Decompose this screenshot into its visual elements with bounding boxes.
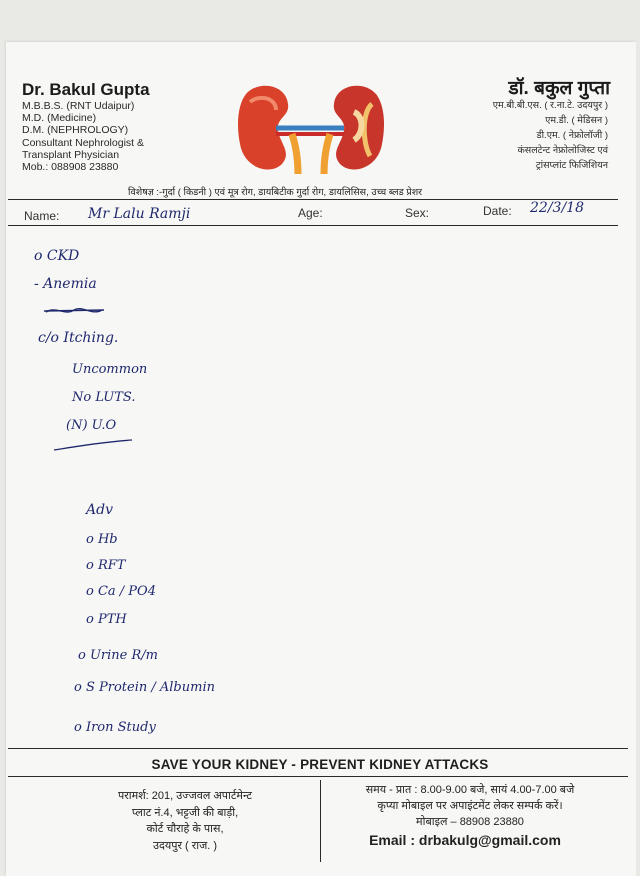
sex-label: Sex: [405,206,430,220]
credential-line-hindi: एम.बी.बी.एस. ( र.ना.टे. उदयपुर ) [492,100,608,111]
address-line: प्लाट नं.4, भट्टजी की बाड़ी, [131,806,239,819]
advice-item: o Urine R/m [78,648,158,663]
advice-item: o Ca / PO4 [86,584,156,599]
kidney-illustration [236,82,386,174]
banner-bottom-rule [8,776,628,777]
patient-name: Mr Lalu Ramji [88,206,191,222]
timing-line: मोबाइल – 88908 23880 [416,816,524,828]
advice-item: o S Protein / Albumin [74,680,215,695]
mobile-number: Mob.: 088908 23880 [22,161,119,174]
clinic-address [60,788,310,854]
credential-line-hindi: एम.डी. ( मेडिसन ) [545,115,608,126]
doctor-name-english: Dr. Bakul Gupta [22,80,150,99]
advice-item: o Iron Study [74,720,156,735]
credential-line: M.B.B.S. (RNT Udaipur) [22,100,135,112]
form-top-rule [8,199,618,200]
note-line: - Anemia [34,276,97,292]
clinic-timings [330,782,610,830]
credential-line: M.D. (Medicine) [22,112,97,125]
footer-divider [320,780,321,862]
note-line: o CKD [34,248,80,264]
underline-stroke [52,438,134,454]
address-line: परामर्श: 201, उज्जवल अपार्टमेन्ट [118,790,252,802]
credentials-english [22,100,144,173]
advice-item: o Hb [86,532,118,547]
advice-header: Adv [86,502,113,518]
advice-item: o RFT [86,558,126,573]
specialization-line: विशेषज्ञ :-गुर्दा ( किडनी ) एवं मूत्र रोग, डायबिटीक गुर्दा रोग, डायलिसिस, उच्च ब्लड प्रेशर [128,187,423,198]
note-line: (N) U.O [66,418,117,433]
timing-line: कृप्या मोबाइल पर अपाइंटमेंट लेकर सम्पर्क करें। [377,800,563,812]
clinic-email: Email : drbakulg@gmail.com [369,832,561,848]
age-label: Age: [298,206,323,220]
name-label: Name: [24,209,60,223]
advice-item: o PTH [86,612,127,627]
timing-line: समय - प्रात : 8.00-9.00 बजे, सायं 4.00-7.00 बजे [365,784,575,796]
credential-line-hindi: ट्रांसप्लांट फिजिशियन [535,160,608,171]
form-bottom-rule [8,225,618,226]
note-line: c/o Itching. [38,330,119,346]
date-value: 22/3/18 [530,200,584,216]
credential-line: Transplant Physician [22,148,120,161]
note-line: No LUTS. [72,390,136,405]
credential-line-hindi: कंसलटेन्ट नेफ्रोलोजिस्ट एवं [517,145,608,156]
address-line: कोर्ट चौराहे के पास, [146,823,224,835]
footer-banner: SAVE YOUR KIDNEY - PREVENT KIDNEY ATTACKS [151,757,489,772]
credential-line: Consultant Nephrologist & [22,136,144,149]
credentials-hindi [493,98,608,173]
note-line: Uncommon [72,362,148,377]
doctor-name-hindi: डॉ. बकुल गुप्ता [508,78,610,99]
date-label: Date: [483,204,512,218]
struck-out-word [44,302,106,320]
credential-line: D.M. (NEPHROLOGY) [22,124,129,137]
credential-line-hindi: डी.एम. ( नेफ्रोलॉजी ) [536,130,608,141]
footer-top-rule [8,748,628,749]
address-line: उदयपुर ( राज. ) [152,839,218,852]
